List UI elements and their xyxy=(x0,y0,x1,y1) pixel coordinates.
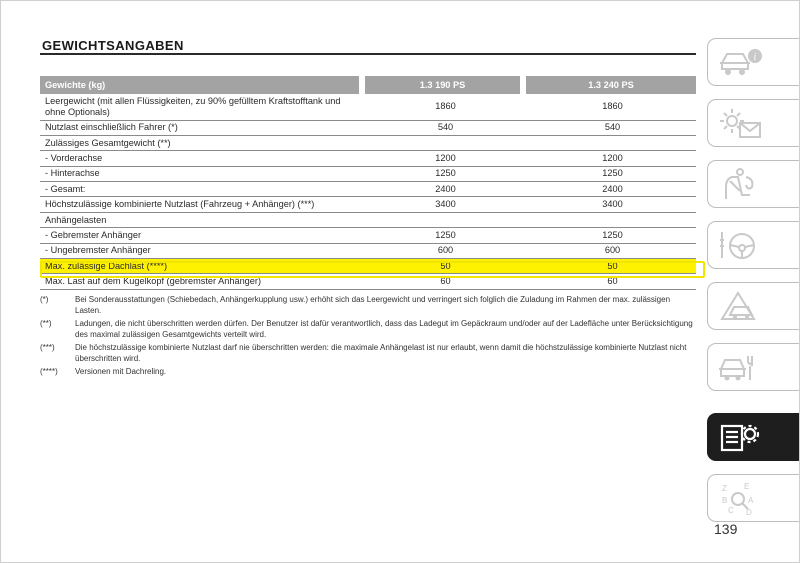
row-value-model-2: 60 xyxy=(529,274,696,289)
table-row xyxy=(40,94,696,120)
row-value-model-1 xyxy=(368,135,523,150)
table-row xyxy=(40,243,696,258)
row-value-model-1: 50 xyxy=(368,259,523,274)
row-label: - Gesamt: xyxy=(40,182,362,197)
column-header-weights: Gewichte (kg) xyxy=(40,76,362,94)
row-label: Anhängelasten xyxy=(40,212,362,227)
row-label: - Ungebremster Anhänger xyxy=(40,243,362,258)
footnote-text: Bei Sonderausstattungen (Schiebedach, Anhängerkupplung usw.) erhöht sich das Leergewicht und verringert sich folglich die Zuladung im Rahmen der max. zulässigen Lasten. xyxy=(75,295,671,315)
footnote-mark: (****) xyxy=(40,367,58,376)
weights-table xyxy=(40,76,696,290)
row-value-model-2: 1200 xyxy=(529,151,696,166)
table-row xyxy=(40,274,696,289)
column-header-model-2: 1.3 240 PS xyxy=(523,76,696,94)
row-value-model-2: 1250 xyxy=(529,166,696,181)
title-rule xyxy=(40,53,696,55)
table-row xyxy=(40,166,696,181)
tab-index[interactable] xyxy=(707,474,799,522)
footnote xyxy=(40,342,696,364)
row-value-model-1: 1250 xyxy=(368,228,523,243)
index-letter: B xyxy=(722,496,728,505)
row-value-model-2: 2400 xyxy=(529,182,696,197)
footnote xyxy=(40,294,696,316)
footnote-text: Ladungen, die nicht überschritten werden dürfen. Der Benutzer ist dafür verantwortlich, dass das Ladegut im Gepäckraum und/oder auf der Ladefläche unter Berücksichtigung des maximal zulässigen Gesamtgewichts verteilt wird. xyxy=(75,319,693,339)
footnote-text: Versionen mit Dachreling. xyxy=(75,367,167,376)
alphabetical-index-icon xyxy=(718,481,764,521)
table-row xyxy=(40,151,696,166)
roadside-emergency-icon xyxy=(718,289,764,325)
footnote-mark: (*) xyxy=(40,295,49,304)
index-letter: C xyxy=(728,506,734,515)
tab-safety[interactable] xyxy=(707,160,799,208)
seat-safety-icon xyxy=(718,167,764,203)
svg-text:i: i xyxy=(753,52,757,63)
table-row xyxy=(40,228,696,243)
row-value-model-1: 540 xyxy=(368,120,523,135)
footnote-mark: (***) xyxy=(40,343,55,352)
row-value-model-2: 540 xyxy=(529,120,696,135)
row-value-model-1: 1250 xyxy=(368,166,523,181)
table-header-row xyxy=(40,76,696,94)
table-row xyxy=(40,120,696,135)
row-label: - Hinterachse xyxy=(40,166,362,181)
footnote xyxy=(40,318,696,340)
column-header-model-1: 1.3 190 PS xyxy=(362,76,523,94)
footnote-mark: (**) xyxy=(40,319,52,328)
tab-starting-driving[interactable] xyxy=(707,221,799,269)
table-row xyxy=(40,197,696,212)
index-letter: E xyxy=(744,482,750,491)
row-value-model-2 xyxy=(529,135,696,150)
section-title: GEWICHTSANGABEN xyxy=(42,38,184,53)
row-label: Zulässiges Gesamtgewicht (**) xyxy=(40,135,362,150)
row-value-model-1: 60 xyxy=(368,274,523,289)
table-row xyxy=(40,182,696,197)
table-row xyxy=(40,212,696,227)
tab-warning-lights[interactable] xyxy=(707,99,799,147)
row-label: - Gebremster Anhänger xyxy=(40,228,362,243)
footnote-text: Die höchstzulässige kombinierte Nutzlast darf nie überschritten werden: die maximale Anhängelast ist nur erlaubt, wenn damit die höchstzulässige kombinierte Nutzlast nicht überschritten wird. xyxy=(75,343,687,363)
tab-emergency[interactable] xyxy=(707,282,799,330)
row-value-model-2: 1860 xyxy=(529,94,696,120)
row-value-model-1: 1200 xyxy=(368,151,523,166)
row-value-model-2: 600 xyxy=(529,243,696,258)
steering-wheel-icon xyxy=(718,228,764,264)
page-number: 139 xyxy=(714,521,738,537)
row-value-model-1: 3400 xyxy=(368,197,523,212)
tab-technical-data[interactable] xyxy=(707,413,799,461)
technical-data-icon xyxy=(718,420,764,456)
table-row-highlighted xyxy=(40,259,696,274)
index-letter: A xyxy=(748,496,754,505)
row-label: Höchstzulässige kombinierte Nutzlast (Fahrzeug + Anhänger) (***) xyxy=(40,197,362,212)
row-value-model-2: 1250 xyxy=(529,228,696,243)
index-letter: Z xyxy=(722,484,727,493)
car-maintenance-icon xyxy=(718,350,764,386)
row-value-model-2 xyxy=(529,212,696,227)
row-label: Leergewicht (mit allen Flüssigkeiten, zu 90% gefülltem Kraftstofftank und ohne Optionals) xyxy=(40,94,362,120)
row-value-model-2: 3400 xyxy=(529,197,696,212)
table-row xyxy=(40,135,696,150)
warning-lights-icon xyxy=(718,106,764,142)
row-label: Nutzlast einschließlich Fahrer (*) xyxy=(40,120,362,135)
tab-maintenance[interactable] xyxy=(707,343,799,391)
row-value-model-1: 2400 xyxy=(368,182,523,197)
row-label: Max. zulässige Dachlast (****) xyxy=(40,259,362,274)
tab-car-info[interactable] xyxy=(707,38,799,86)
row-value-model-1 xyxy=(368,212,523,227)
row-label: - Vorderachse xyxy=(40,151,362,166)
row-value-model-2: 50 xyxy=(529,259,696,274)
footnote xyxy=(40,366,696,377)
row-label: Max. Last auf dem Kugelkopf (gebremster Anhänger) xyxy=(40,274,362,289)
footnotes xyxy=(40,294,696,379)
row-value-model-1: 600 xyxy=(368,243,523,258)
row-value-model-1: 1860 xyxy=(368,94,523,120)
index-letter: D xyxy=(746,508,752,517)
car-info-icon xyxy=(718,45,764,81)
